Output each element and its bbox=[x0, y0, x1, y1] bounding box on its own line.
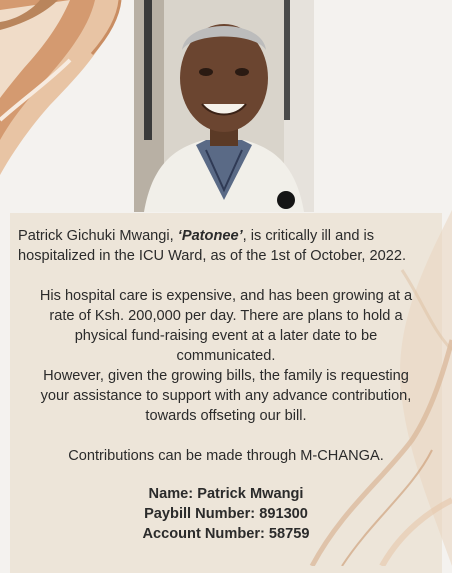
appeal-paragraph-4: Contributions can be made through M-CHANGA. bbox=[68, 448, 384, 464]
portrait-photo bbox=[134, 0, 314, 212]
payee-name: Name: Patrick Mwangi bbox=[148, 486, 304, 502]
account-number: Account Number: 58759 bbox=[142, 526, 310, 542]
appeal-paragraph-3: However, given the growing bills, the family is requesting your assistance to support with any advance contribution, towards offseting our bill. bbox=[40, 368, 412, 424]
paybill-number: Paybill Number: 891300 bbox=[144, 506, 308, 522]
appeal-paragraph-1-start: Patrick Gichuki Mwangi, bbox=[18, 228, 178, 244]
payment-details bbox=[10, 484, 442, 544]
appeal-paragraph-1 bbox=[10, 226, 442, 266]
appeal-paragraph-1-end: , is critically ill and is hospitalized in the ICU Ward, as of the 1st of October, 2022. bbox=[18, 228, 407, 264]
nickname: ‘Patonee’ bbox=[177, 228, 243, 244]
marble-decoration-top-left bbox=[0, 0, 150, 175]
appeal-paragraph-2: His hospital care is expensive, and has been growing at a rate of Ksh. 200,000 per day. There are plans to hold a physical fund-raising event at a later date to be communicated. bbox=[39, 288, 413, 364]
